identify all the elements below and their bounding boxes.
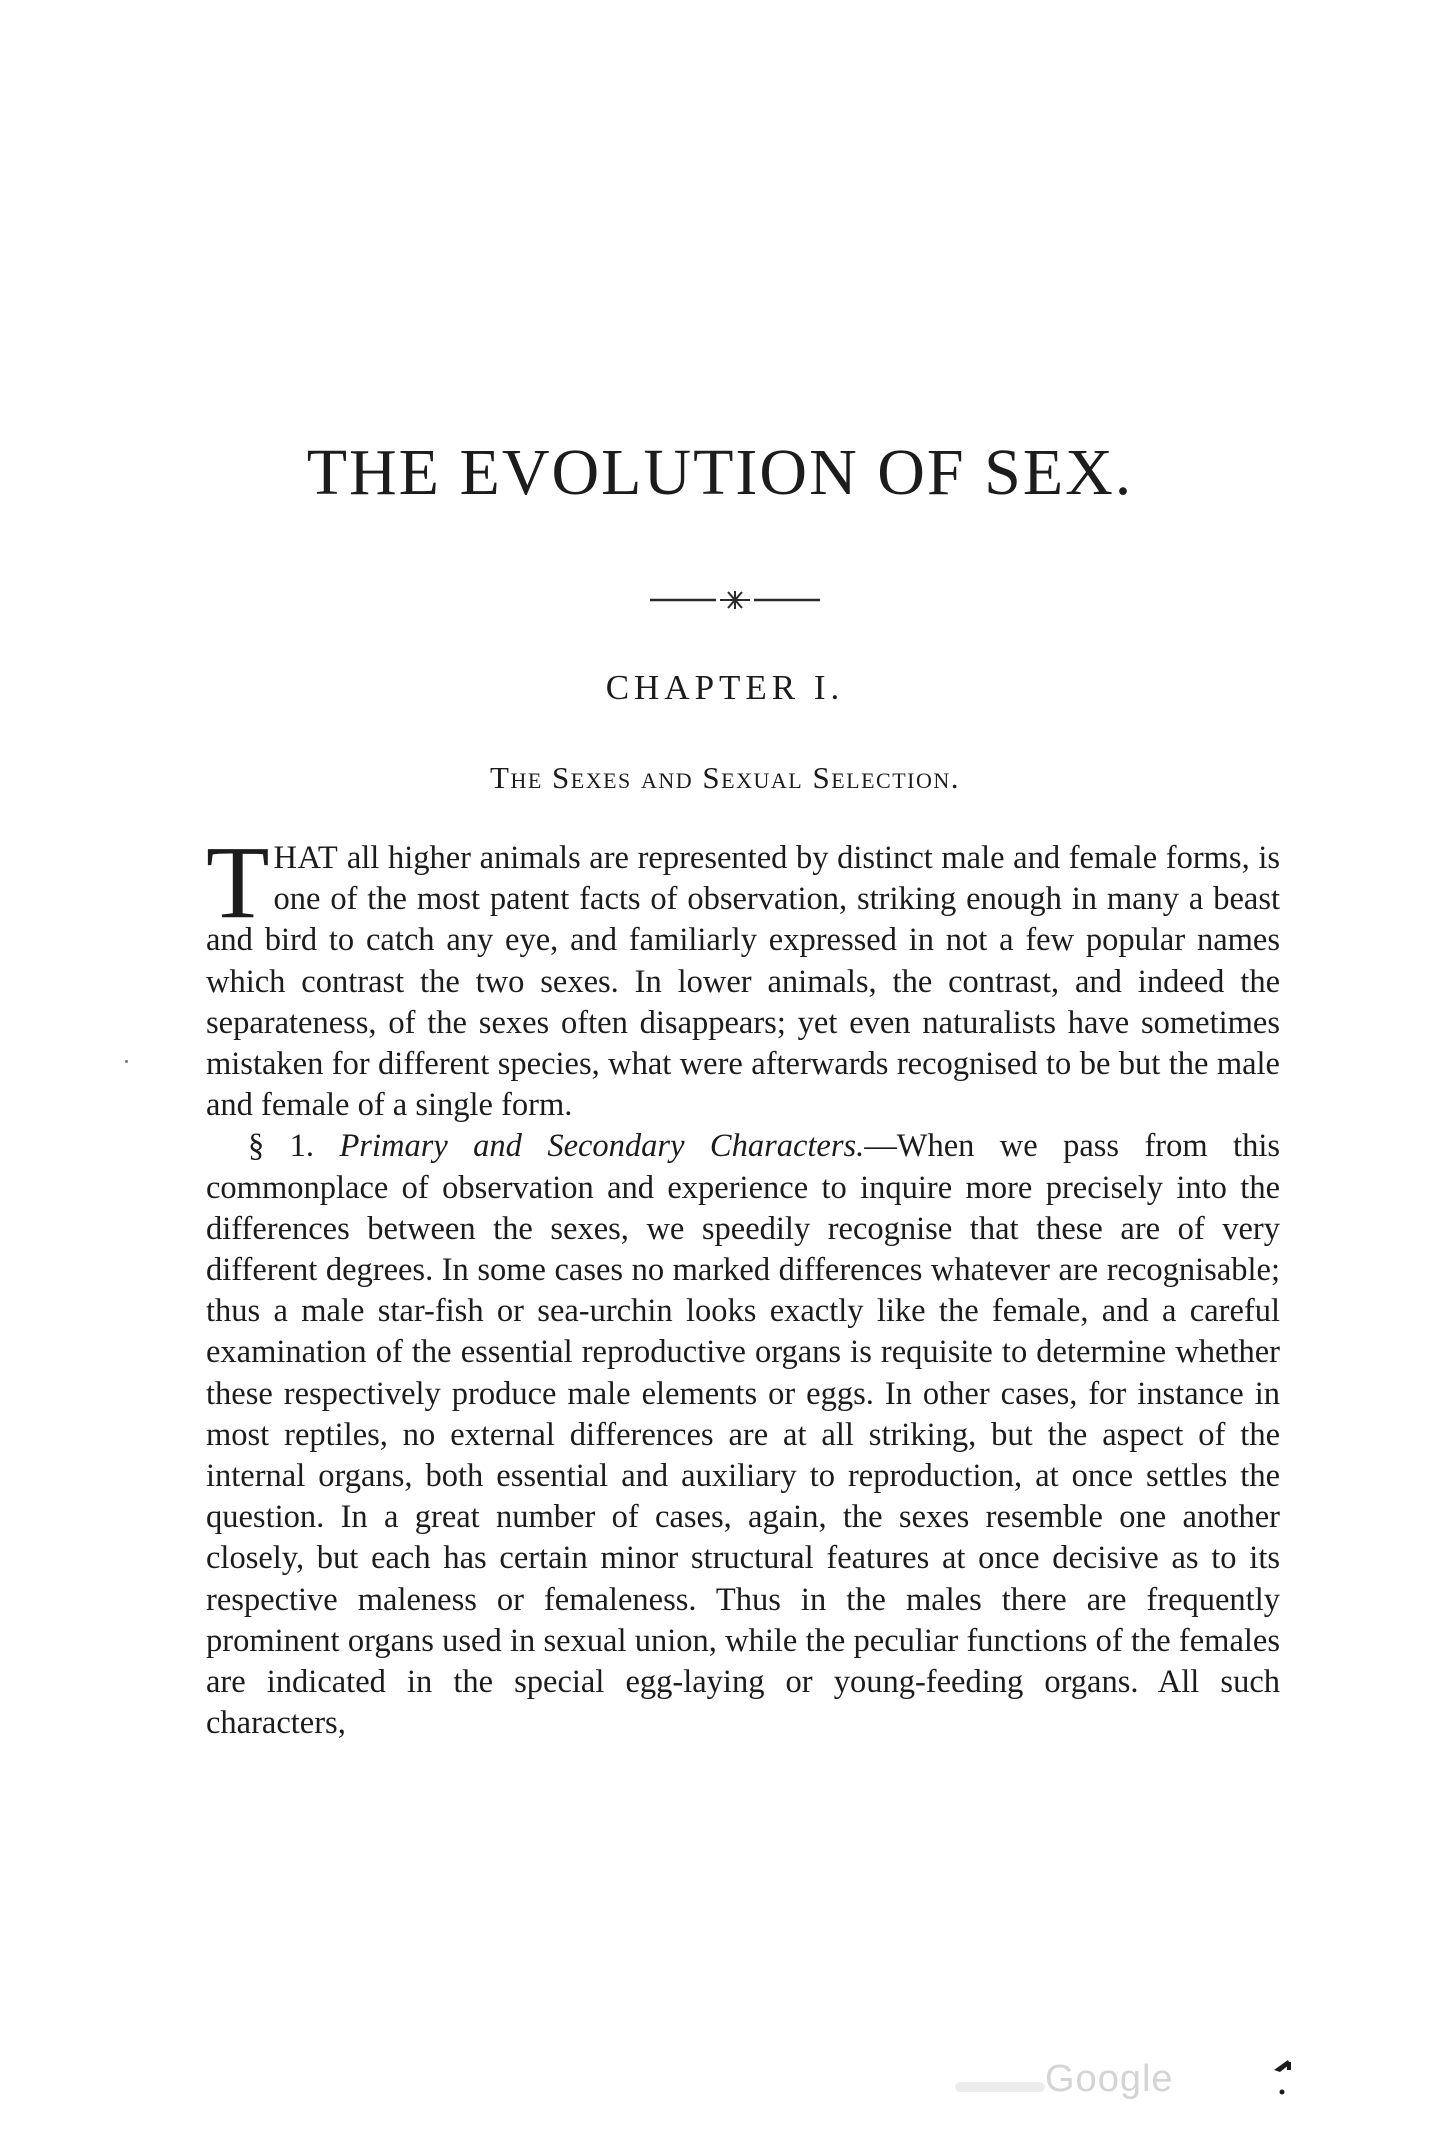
lead-in-caps: HAT (273, 840, 339, 876)
chapter-heading: CHAPTER I. (605, 668, 845, 707)
section-1-text: —When we pass from this commonplace of observation and experience to inquire more precisely into the differences between the sexes, we speedily recognise that these are of very different degrees. In some cases no marked differences whatever are recognisable; thus a male star-fish or sea-urchin looks exactly like the female, and a careful examination of the essential reproductive organs is requisite to determine whether these respectively produce male elements or eggs. In other cases, for instance in most reptiles, no external differences are at all striking, but the aspect of the internal organs, both essential and auxiliary to reproduction, at once settles the question. In a great number of cases, again, the sexes resemble one another closely, but each has certain minor structural features at once decisive as to its respective maleness or femaleness. Thus in the males there are frequently prominent organs used in sexual union, while the peculiar functions of the females are indicated in the special egg-laying or young-feeding organs. All such characters, (206, 1128, 1280, 1742)
ornament-divider-icon (650, 588, 820, 612)
drop-cap: T (206, 825, 270, 940)
chapter-subtitle: The Sexes and Sexual Selection. (490, 760, 960, 795)
opening-paragraph (206, 825, 1280, 1126)
book-title: THE EVOLUTION OF SEX. (306, 436, 1134, 509)
margin-speck (125, 1060, 128, 1063)
scan-smudge (955, 2082, 1045, 2092)
section-number: § 1. (248, 1128, 315, 1165)
chapter-body (206, 825, 1280, 1744)
section-1-paragraph (206, 1126, 1280, 1744)
section-title: Primary and Secondary Characters. (339, 1128, 865, 1165)
opening-paragraph-text: all higher animals are represented by distinct male and female forms, is one of the most patent facts of observation, striking enough in many a beast and bird to catch any eye, and familiarly expressed in not a few popular names which contrast the two sexes. In lower animals, the contrast, and indeed the separateness, of the sexes often disappears; yet even naturalists have sometimes mistaken for different species, what were afterwards recognised to be but the male and female of a single form. (206, 840, 1280, 1124)
google-watermark: Google (1045, 2058, 1174, 2100)
corner-mark-icon (1270, 2056, 1298, 2096)
